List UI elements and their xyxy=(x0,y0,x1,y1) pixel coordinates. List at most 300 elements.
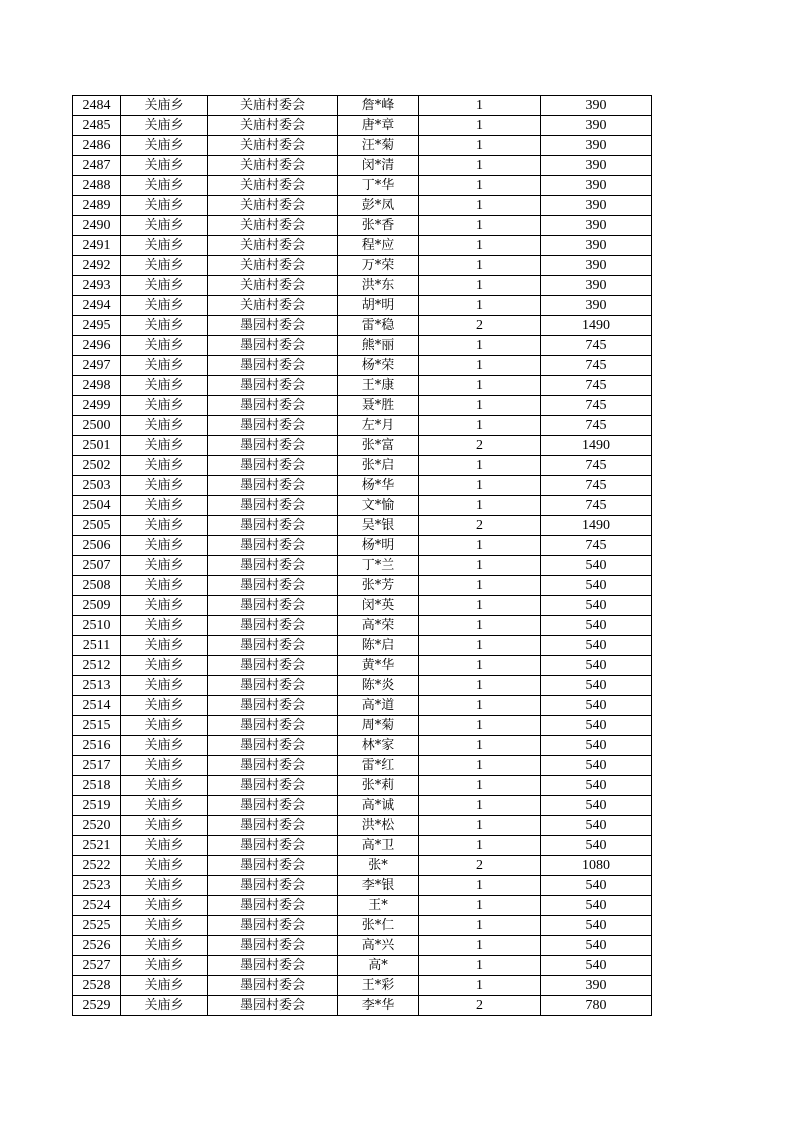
table-row xyxy=(73,356,652,376)
table-row xyxy=(73,416,652,436)
table-row xyxy=(73,236,652,256)
table-row xyxy=(73,156,652,176)
township-cell: 关庙乡 xyxy=(121,536,208,556)
village-committee-cell: 墨园村委会 xyxy=(208,936,338,956)
household-count-cell: 1 xyxy=(419,536,541,556)
amount-cell: 780 xyxy=(541,996,652,1016)
name-cell: 唐*章 xyxy=(338,116,419,136)
household-count-cell: 1 xyxy=(419,416,541,436)
amount-cell: 540 xyxy=(541,596,652,616)
village-committee-cell: 墨园村委会 xyxy=(208,996,338,1016)
table-row xyxy=(73,116,652,136)
household-count-cell: 1 xyxy=(419,556,541,576)
village-committee-cell: 墨园村委会 xyxy=(208,836,338,856)
name-cell: 王* xyxy=(338,896,419,916)
name-cell: 林*家 xyxy=(338,736,419,756)
name-cell: 杨*华 xyxy=(338,476,419,496)
amount-cell: 390 xyxy=(541,96,652,116)
amount-cell: 540 xyxy=(541,576,652,596)
township-cell: 关庙乡 xyxy=(121,556,208,576)
household-count-cell: 1 xyxy=(419,96,541,116)
household-count-cell: 1 xyxy=(419,656,541,676)
village-committee-cell: 墨园村委会 xyxy=(208,616,338,636)
name-cell: 万*荣 xyxy=(338,256,419,276)
name-cell: 熊*丽 xyxy=(338,336,419,356)
amount-cell: 1490 xyxy=(541,516,652,536)
village-committee-cell: 关庙村委会 xyxy=(208,256,338,276)
township-cell: 关庙乡 xyxy=(121,396,208,416)
household-count-cell: 1 xyxy=(419,776,541,796)
amount-cell: 745 xyxy=(541,396,652,416)
name-cell: 吴*银 xyxy=(338,516,419,536)
township-cell: 关庙乡 xyxy=(121,836,208,856)
township-cell: 关庙乡 xyxy=(121,316,208,336)
table-row xyxy=(73,996,652,1016)
table-row xyxy=(73,656,652,676)
township-cell: 关庙乡 xyxy=(121,376,208,396)
township-cell: 关庙乡 xyxy=(121,996,208,1016)
township-cell: 关庙乡 xyxy=(121,616,208,636)
name-cell: 高* xyxy=(338,956,419,976)
village-committee-cell: 墨园村委会 xyxy=(208,796,338,816)
row-index-cell: 2507 xyxy=(73,556,121,576)
township-cell: 关庙乡 xyxy=(121,796,208,816)
village-committee-cell: 墨园村委会 xyxy=(208,576,338,596)
village-committee-cell: 墨园村委会 xyxy=(208,396,338,416)
table-row xyxy=(73,276,652,296)
row-index-cell: 2529 xyxy=(73,996,121,1016)
amount-cell: 540 xyxy=(541,676,652,696)
household-count-cell: 1 xyxy=(419,276,541,296)
village-committee-cell: 关庙村委会 xyxy=(208,156,338,176)
amount-cell: 540 xyxy=(541,836,652,856)
row-index-cell: 2486 xyxy=(73,136,121,156)
amount-cell: 540 xyxy=(541,956,652,976)
name-cell: 张*莉 xyxy=(338,776,419,796)
row-index-cell: 2510 xyxy=(73,616,121,636)
row-index-cell: 2520 xyxy=(73,816,121,836)
household-count-cell: 1 xyxy=(419,256,541,276)
household-count-cell: 1 xyxy=(419,836,541,856)
township-cell: 关庙乡 xyxy=(121,916,208,936)
row-index-cell: 2513 xyxy=(73,676,121,696)
name-cell: 高*道 xyxy=(338,696,419,716)
village-committee-cell: 墨园村委会 xyxy=(208,496,338,516)
household-count-cell: 1 xyxy=(419,156,541,176)
name-cell: 闵*英 xyxy=(338,596,419,616)
row-index-cell: 2515 xyxy=(73,716,121,736)
household-count-cell: 1 xyxy=(419,196,541,216)
household-count-cell: 1 xyxy=(419,676,541,696)
township-cell: 关庙乡 xyxy=(121,776,208,796)
row-index-cell: 2495 xyxy=(73,316,121,336)
name-cell: 杨*明 xyxy=(338,536,419,556)
household-count-cell: 1 xyxy=(419,296,541,316)
table-row xyxy=(73,536,652,556)
amount-cell: 540 xyxy=(541,936,652,956)
township-cell: 关庙乡 xyxy=(121,676,208,696)
name-cell: 聂*胜 xyxy=(338,396,419,416)
household-count-cell: 1 xyxy=(419,136,541,156)
table-row xyxy=(73,836,652,856)
township-cell: 关庙乡 xyxy=(121,756,208,776)
township-cell: 关庙乡 xyxy=(121,736,208,756)
household-count-cell: 1 xyxy=(419,596,541,616)
amount-cell: 540 xyxy=(541,616,652,636)
table-row xyxy=(73,796,652,816)
row-index-cell: 2508 xyxy=(73,576,121,596)
village-committee-cell: 关庙村委会 xyxy=(208,216,338,236)
table-row xyxy=(73,336,652,356)
table-row xyxy=(73,216,652,236)
township-cell: 关庙乡 xyxy=(121,956,208,976)
village-committee-cell: 墨园村委会 xyxy=(208,436,338,456)
household-count-cell: 2 xyxy=(419,436,541,456)
roster-table xyxy=(72,95,652,1016)
row-index-cell: 2493 xyxy=(73,276,121,296)
township-cell: 关庙乡 xyxy=(121,516,208,536)
name-cell: 雷*红 xyxy=(338,756,419,776)
household-count-cell: 1 xyxy=(419,796,541,816)
household-count-cell: 1 xyxy=(419,576,541,596)
household-count-cell: 1 xyxy=(419,116,541,136)
township-cell: 关庙乡 xyxy=(121,716,208,736)
household-count-cell: 1 xyxy=(419,636,541,656)
village-committee-cell: 关庙村委会 xyxy=(208,296,338,316)
amount-cell: 745 xyxy=(541,336,652,356)
township-cell: 关庙乡 xyxy=(121,696,208,716)
name-cell: 胡*明 xyxy=(338,296,419,316)
name-cell: 左*月 xyxy=(338,416,419,436)
amount-cell: 390 xyxy=(541,256,652,276)
name-cell: 雷*稳 xyxy=(338,316,419,336)
township-cell: 关庙乡 xyxy=(121,176,208,196)
amount-cell: 745 xyxy=(541,416,652,436)
row-index-cell: 2492 xyxy=(73,256,121,276)
table-row xyxy=(73,596,652,616)
name-cell: 张*富 xyxy=(338,436,419,456)
village-committee-cell: 墨园村委会 xyxy=(208,716,338,736)
name-cell: 张*启 xyxy=(338,456,419,476)
table-row xyxy=(73,376,652,396)
name-cell: 李*华 xyxy=(338,996,419,1016)
household-count-cell: 1 xyxy=(419,456,541,476)
table-row xyxy=(73,856,652,876)
household-count-cell: 1 xyxy=(419,476,541,496)
household-count-cell: 1 xyxy=(419,236,541,256)
row-index-cell: 2519 xyxy=(73,796,121,816)
row-index-cell: 2489 xyxy=(73,196,121,216)
name-cell: 闵*清 xyxy=(338,156,419,176)
row-index-cell: 2500 xyxy=(73,416,121,436)
table-row xyxy=(73,636,652,656)
table-row xyxy=(73,456,652,476)
table-row xyxy=(73,496,652,516)
roster-table-body xyxy=(73,96,652,1016)
amount-cell: 390 xyxy=(541,976,652,996)
village-committee-cell: 墨园村委会 xyxy=(208,896,338,916)
household-count-cell: 1 xyxy=(419,356,541,376)
village-committee-cell: 关庙村委会 xyxy=(208,176,338,196)
row-index-cell: 2521 xyxy=(73,836,121,856)
row-index-cell: 2497 xyxy=(73,356,121,376)
township-cell: 关庙乡 xyxy=(121,356,208,376)
township-cell: 关庙乡 xyxy=(121,136,208,156)
township-cell: 关庙乡 xyxy=(121,896,208,916)
table-row xyxy=(73,776,652,796)
name-cell: 高*兴 xyxy=(338,936,419,956)
row-index-cell: 2517 xyxy=(73,756,121,776)
table-row xyxy=(73,716,652,736)
amount-cell: 1490 xyxy=(541,436,652,456)
household-count-cell: 1 xyxy=(419,396,541,416)
amount-cell: 540 xyxy=(541,636,652,656)
amount-cell: 390 xyxy=(541,296,652,316)
table-row xyxy=(73,916,652,936)
table-row xyxy=(73,936,652,956)
name-cell: 文*愉 xyxy=(338,496,419,516)
table-row xyxy=(73,476,652,496)
township-cell: 关庙乡 xyxy=(121,436,208,456)
table-row xyxy=(73,616,652,636)
village-committee-cell: 墨园村委会 xyxy=(208,356,338,376)
amount-cell: 390 xyxy=(541,156,652,176)
row-index-cell: 2490 xyxy=(73,216,121,236)
row-index-cell: 2485 xyxy=(73,116,121,136)
village-committee-cell: 关庙村委会 xyxy=(208,96,338,116)
name-cell: 程*应 xyxy=(338,236,419,256)
household-count-cell: 1 xyxy=(419,216,541,236)
row-index-cell: 2503 xyxy=(73,476,121,496)
township-cell: 关庙乡 xyxy=(121,936,208,956)
row-index-cell: 2522 xyxy=(73,856,121,876)
table-row xyxy=(73,816,652,836)
amount-cell: 745 xyxy=(541,456,652,476)
household-count-cell: 1 xyxy=(419,816,541,836)
table-row xyxy=(73,296,652,316)
village-committee-cell: 墨园村委会 xyxy=(208,816,338,836)
name-cell: 张*芳 xyxy=(338,576,419,596)
table-row xyxy=(73,736,652,756)
amount-cell: 540 xyxy=(541,556,652,576)
village-committee-cell: 墨园村委会 xyxy=(208,916,338,936)
township-cell: 关庙乡 xyxy=(121,216,208,236)
name-cell: 高*诚 xyxy=(338,796,419,816)
household-count-cell: 1 xyxy=(419,956,541,976)
table-row xyxy=(73,676,652,696)
row-index-cell: 2491 xyxy=(73,236,121,256)
household-count-cell: 1 xyxy=(419,896,541,916)
village-committee-cell: 墨园村委会 xyxy=(208,856,338,876)
amount-cell: 540 xyxy=(541,656,652,676)
row-index-cell: 2526 xyxy=(73,936,121,956)
name-cell: 高*卫 xyxy=(338,836,419,856)
village-committee-cell: 墨园村委会 xyxy=(208,336,338,356)
village-committee-cell: 墨园村委会 xyxy=(208,696,338,716)
name-cell: 王*彩 xyxy=(338,976,419,996)
household-count-cell: 1 xyxy=(419,376,541,396)
amount-cell: 390 xyxy=(541,136,652,156)
village-committee-cell: 关庙村委会 xyxy=(208,136,338,156)
row-index-cell: 2494 xyxy=(73,296,121,316)
township-cell: 关庙乡 xyxy=(121,636,208,656)
village-committee-cell: 墨园村委会 xyxy=(208,376,338,396)
village-committee-cell: 墨园村委会 xyxy=(208,736,338,756)
name-cell: 丁*华 xyxy=(338,176,419,196)
village-committee-cell: 墨园村委会 xyxy=(208,536,338,556)
row-index-cell: 2525 xyxy=(73,916,121,936)
household-count-cell: 2 xyxy=(419,516,541,536)
amount-cell: 390 xyxy=(541,176,652,196)
household-count-cell: 2 xyxy=(419,856,541,876)
table-row xyxy=(73,956,652,976)
name-cell: 张*仁 xyxy=(338,916,419,936)
village-committee-cell: 墨园村委会 xyxy=(208,876,338,896)
name-cell: 彭*凤 xyxy=(338,196,419,216)
table-row xyxy=(73,896,652,916)
village-committee-cell: 墨园村委会 xyxy=(208,596,338,616)
row-index-cell: 2501 xyxy=(73,436,121,456)
village-committee-cell: 墨园村委会 xyxy=(208,316,338,336)
row-index-cell: 2502 xyxy=(73,456,121,476)
row-index-cell: 2523 xyxy=(73,876,121,896)
table-row xyxy=(73,256,652,276)
township-cell: 关庙乡 xyxy=(121,296,208,316)
amount-cell: 390 xyxy=(541,196,652,216)
name-cell: 杨*荣 xyxy=(338,356,419,376)
household-count-cell: 1 xyxy=(419,176,541,196)
amount-cell: 390 xyxy=(541,116,652,136)
household-count-cell: 1 xyxy=(419,616,541,636)
name-cell: 陈*启 xyxy=(338,636,419,656)
household-count-cell: 1 xyxy=(419,716,541,736)
row-index-cell: 2518 xyxy=(73,776,121,796)
village-committee-cell: 墨园村委会 xyxy=(208,756,338,776)
household-count-cell: 1 xyxy=(419,876,541,896)
township-cell: 关庙乡 xyxy=(121,816,208,836)
row-index-cell: 2499 xyxy=(73,396,121,416)
household-count-cell: 1 xyxy=(419,696,541,716)
household-count-cell: 2 xyxy=(419,316,541,336)
amount-cell: 745 xyxy=(541,476,652,496)
row-index-cell: 2512 xyxy=(73,656,121,676)
row-index-cell: 2498 xyxy=(73,376,121,396)
name-cell: 汪*菊 xyxy=(338,136,419,156)
row-index-cell: 2514 xyxy=(73,696,121,716)
row-index-cell: 2509 xyxy=(73,596,121,616)
table-row xyxy=(73,696,652,716)
township-cell: 关庙乡 xyxy=(121,336,208,356)
household-count-cell: 1 xyxy=(419,336,541,356)
name-cell: 周*菊 xyxy=(338,716,419,736)
table-row xyxy=(73,436,652,456)
row-index-cell: 2496 xyxy=(73,336,121,356)
table-row xyxy=(73,516,652,536)
village-committee-cell: 墨园村委会 xyxy=(208,516,338,536)
table-row xyxy=(73,876,652,896)
household-count-cell: 1 xyxy=(419,496,541,516)
name-cell: 詹*峰 xyxy=(338,96,419,116)
amount-cell: 390 xyxy=(541,236,652,256)
name-cell: 陈*炎 xyxy=(338,676,419,696)
amount-cell: 540 xyxy=(541,896,652,916)
table-row xyxy=(73,196,652,216)
name-cell: 张* xyxy=(338,856,419,876)
village-committee-cell: 墨园村委会 xyxy=(208,656,338,676)
row-index-cell: 2505 xyxy=(73,516,121,536)
township-cell: 关庙乡 xyxy=(121,456,208,476)
village-committee-cell: 墨园村委会 xyxy=(208,956,338,976)
row-index-cell: 2487 xyxy=(73,156,121,176)
township-cell: 关庙乡 xyxy=(121,256,208,276)
name-cell: 王*康 xyxy=(338,376,419,396)
village-committee-cell: 关庙村委会 xyxy=(208,116,338,136)
village-committee-cell: 墨园村委会 xyxy=(208,556,338,576)
township-cell: 关庙乡 xyxy=(121,236,208,256)
township-cell: 关庙乡 xyxy=(121,276,208,296)
amount-cell: 390 xyxy=(541,216,652,236)
township-cell: 关庙乡 xyxy=(121,476,208,496)
table-row xyxy=(73,556,652,576)
table-row xyxy=(73,176,652,196)
household-count-cell: 2 xyxy=(419,996,541,1016)
village-committee-cell: 墨园村委会 xyxy=(208,636,338,656)
amount-cell: 540 xyxy=(541,736,652,756)
amount-cell: 540 xyxy=(541,716,652,736)
row-index-cell: 2506 xyxy=(73,536,121,556)
table-row xyxy=(73,976,652,996)
name-cell: 丁*兰 xyxy=(338,556,419,576)
village-committee-cell: 墨园村委会 xyxy=(208,776,338,796)
table-row xyxy=(73,396,652,416)
amount-cell: 745 xyxy=(541,536,652,556)
amount-cell: 390 xyxy=(541,276,652,296)
amount-cell: 540 xyxy=(541,756,652,776)
household-count-cell: 1 xyxy=(419,916,541,936)
table-row xyxy=(73,96,652,116)
table-row xyxy=(73,136,652,156)
row-index-cell: 2484 xyxy=(73,96,121,116)
table-row xyxy=(73,316,652,336)
township-cell: 关庙乡 xyxy=(121,156,208,176)
amount-cell: 540 xyxy=(541,876,652,896)
name-cell: 洪*松 xyxy=(338,816,419,836)
amount-cell: 1490 xyxy=(541,316,652,336)
village-committee-cell: 墨园村委会 xyxy=(208,416,338,436)
household-count-cell: 1 xyxy=(419,976,541,996)
township-cell: 关庙乡 xyxy=(121,576,208,596)
village-committee-cell: 关庙村委会 xyxy=(208,236,338,256)
row-index-cell: 2527 xyxy=(73,956,121,976)
row-index-cell: 2488 xyxy=(73,176,121,196)
village-committee-cell: 墨园村委会 xyxy=(208,456,338,476)
name-cell: 黄*华 xyxy=(338,656,419,676)
household-count-cell: 1 xyxy=(419,756,541,776)
amount-cell: 540 xyxy=(541,776,652,796)
village-committee-cell: 墨园村委会 xyxy=(208,476,338,496)
name-cell: 高*荣 xyxy=(338,616,419,636)
township-cell: 关庙乡 xyxy=(121,496,208,516)
amount-cell: 540 xyxy=(541,916,652,936)
amount-cell: 745 xyxy=(541,356,652,376)
township-cell: 关庙乡 xyxy=(121,196,208,216)
row-index-cell: 2524 xyxy=(73,896,121,916)
amount-cell: 1080 xyxy=(541,856,652,876)
amount-cell: 540 xyxy=(541,796,652,816)
name-cell: 洪*东 xyxy=(338,276,419,296)
township-cell: 关庙乡 xyxy=(121,656,208,676)
amount-cell: 540 xyxy=(541,696,652,716)
